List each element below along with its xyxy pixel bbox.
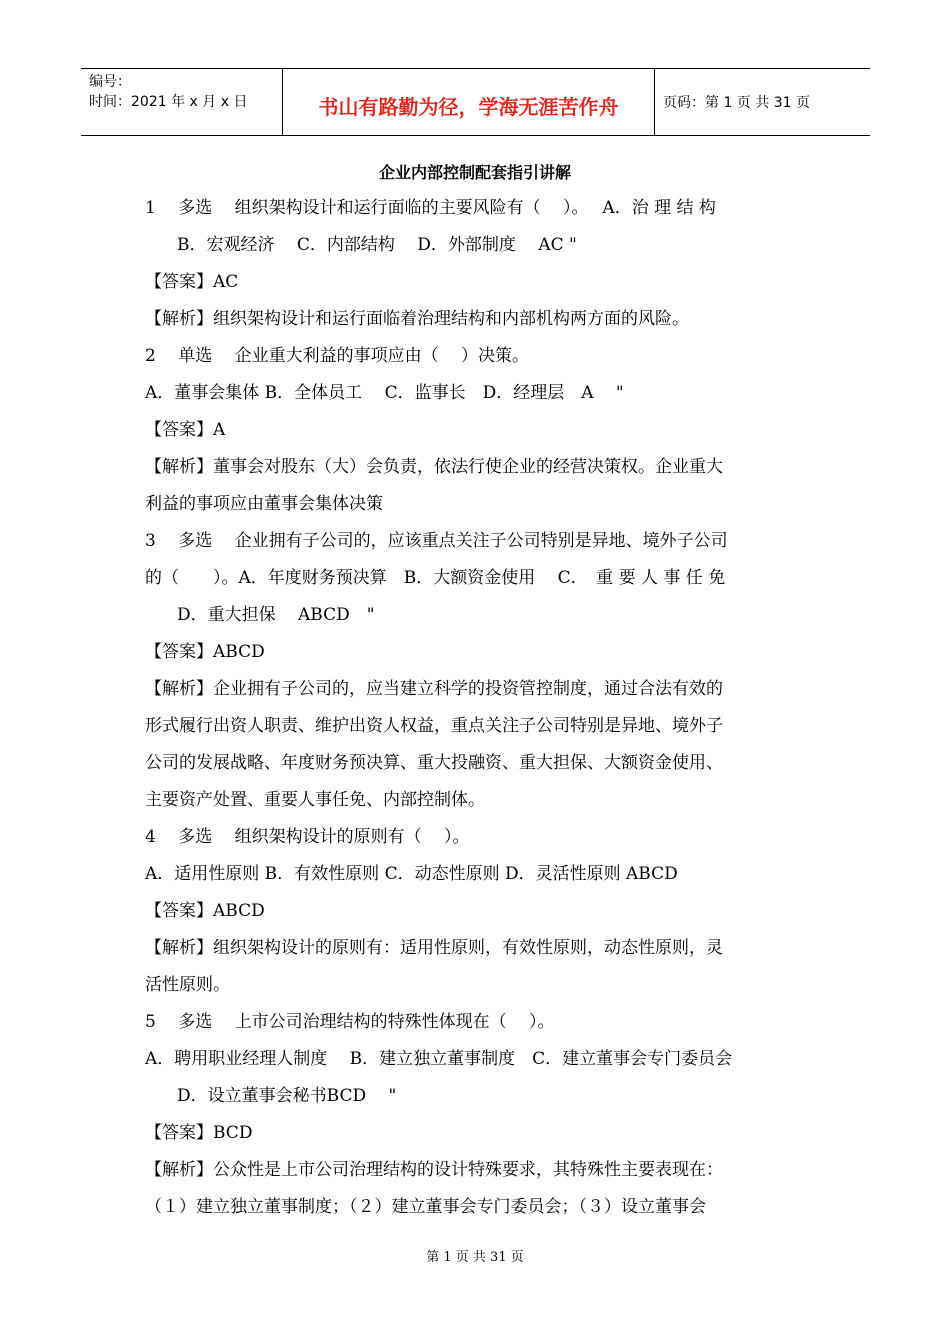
body-line: 【答案】BCD — [145, 1123, 253, 1143]
body-line: B．宏观经济 C．内部结构 D．外部制度 AC " — [177, 235, 577, 255]
body-line: 【答案】ABCD — [145, 901, 265, 921]
body-line: A．聘用职业经理人制度 B．建立独立董事制度 C．建立董事会专门委员会 — [145, 1049, 733, 1069]
document-number-label: 编号： — [89, 74, 131, 90]
body-line: 1 多选 组织架构设计和运行面临的主要风险有（ ）。 A．治 理 结 构 — [145, 198, 716, 218]
body-line: 2 单选 企业重大利益的事项应由（ ）决策。 — [145, 346, 530, 366]
body-line: 主要资产处置、重要人事任免、内部控制体。 — [145, 790, 485, 810]
body-line: 5 多选 上市公司治理结构的特殊性体现在（ ）。 — [145, 1012, 555, 1032]
page-footer: 第 1 页 共 31 页 — [426, 1250, 524, 1265]
document-body — [145, 190, 810, 1226]
body-line: 形式履行出资人职责、维护出资人权益，重点关注子公司特别是异地、境外子 — [145, 716, 723, 736]
body-line: 【解析】董事会对股东（大）会负责，依法行使企业的经营决策权。企业重大 — [145, 457, 723, 477]
body-line: 【解析】公众性是上市公司治理结构的设计特殊要求，其特殊性主要表现在： — [145, 1160, 723, 1180]
header-motto: 书山有路勤为径，学海无涯苦作舟 — [318, 94, 619, 119]
body-line: 【解析】组织架构设计和运行面临着治理结构和内部机构两方面的风险。 — [145, 309, 689, 329]
body-line: 【解析】组织架构设计的原则有：适用性原则，有效性原则，动态性原则，灵 — [145, 938, 723, 958]
body-line: 4 多选 组织架构设计的原则有（ ）。 — [145, 827, 470, 847]
body-line: A．董事会集体 B．全体员工 C．监事长 D．经理层 A " — [145, 383, 624, 403]
body-line: 公司的发展战略、年度财务预决算、重大投融资、重大担保、大额资金使用、 — [145, 753, 723, 773]
body-line: （１）建立独立董事制度；（２）建立董事会专门委员会；（３）设立董事会 — [145, 1197, 706, 1217]
body-line: 【答案】AC — [145, 272, 239, 292]
body-line: 3 多选 企业拥有子公司的，应该重点关注子公司特别是异地、境外子公司 — [145, 531, 728, 551]
header-table — [81, 68, 870, 136]
body-line: 利益的事项应由董事会集体决策 — [145, 494, 383, 514]
header-meta-cell — [81, 69, 283, 135]
document-time-label: 时间：2021 年 x 月 x 日 — [89, 94, 248, 110]
header-page-info: 页码：第 1 页 共 31 页 — [663, 95, 810, 111]
document-title: 企业内部控制配套指引讲解 — [378, 163, 571, 182]
header-motto-cell — [283, 69, 655, 135]
body-line: 活性原则。 — [145, 975, 230, 995]
body-line: A．适用性原则 B．有效性原则 C．动态性原则 D．灵活性原则 ABCD — [145, 864, 678, 884]
body-line: D．重大担保 ABCD " — [177, 605, 375, 625]
body-line: 【解析】企业拥有子公司的，应当建立科学的投资管控制度，通过合法有效的 — [145, 679, 723, 699]
body-line: 的（ ）。A．年度财务预决算 B．大额资金使用 C． 重 要 人 事 任 免 — [145, 568, 726, 588]
body-line: 【答案】A — [145, 420, 226, 440]
header-page-cell — [655, 69, 870, 135]
body-line: 【答案】ABCD — [145, 642, 265, 662]
body-line: D．设立董事会秘书BCD " — [177, 1086, 397, 1106]
